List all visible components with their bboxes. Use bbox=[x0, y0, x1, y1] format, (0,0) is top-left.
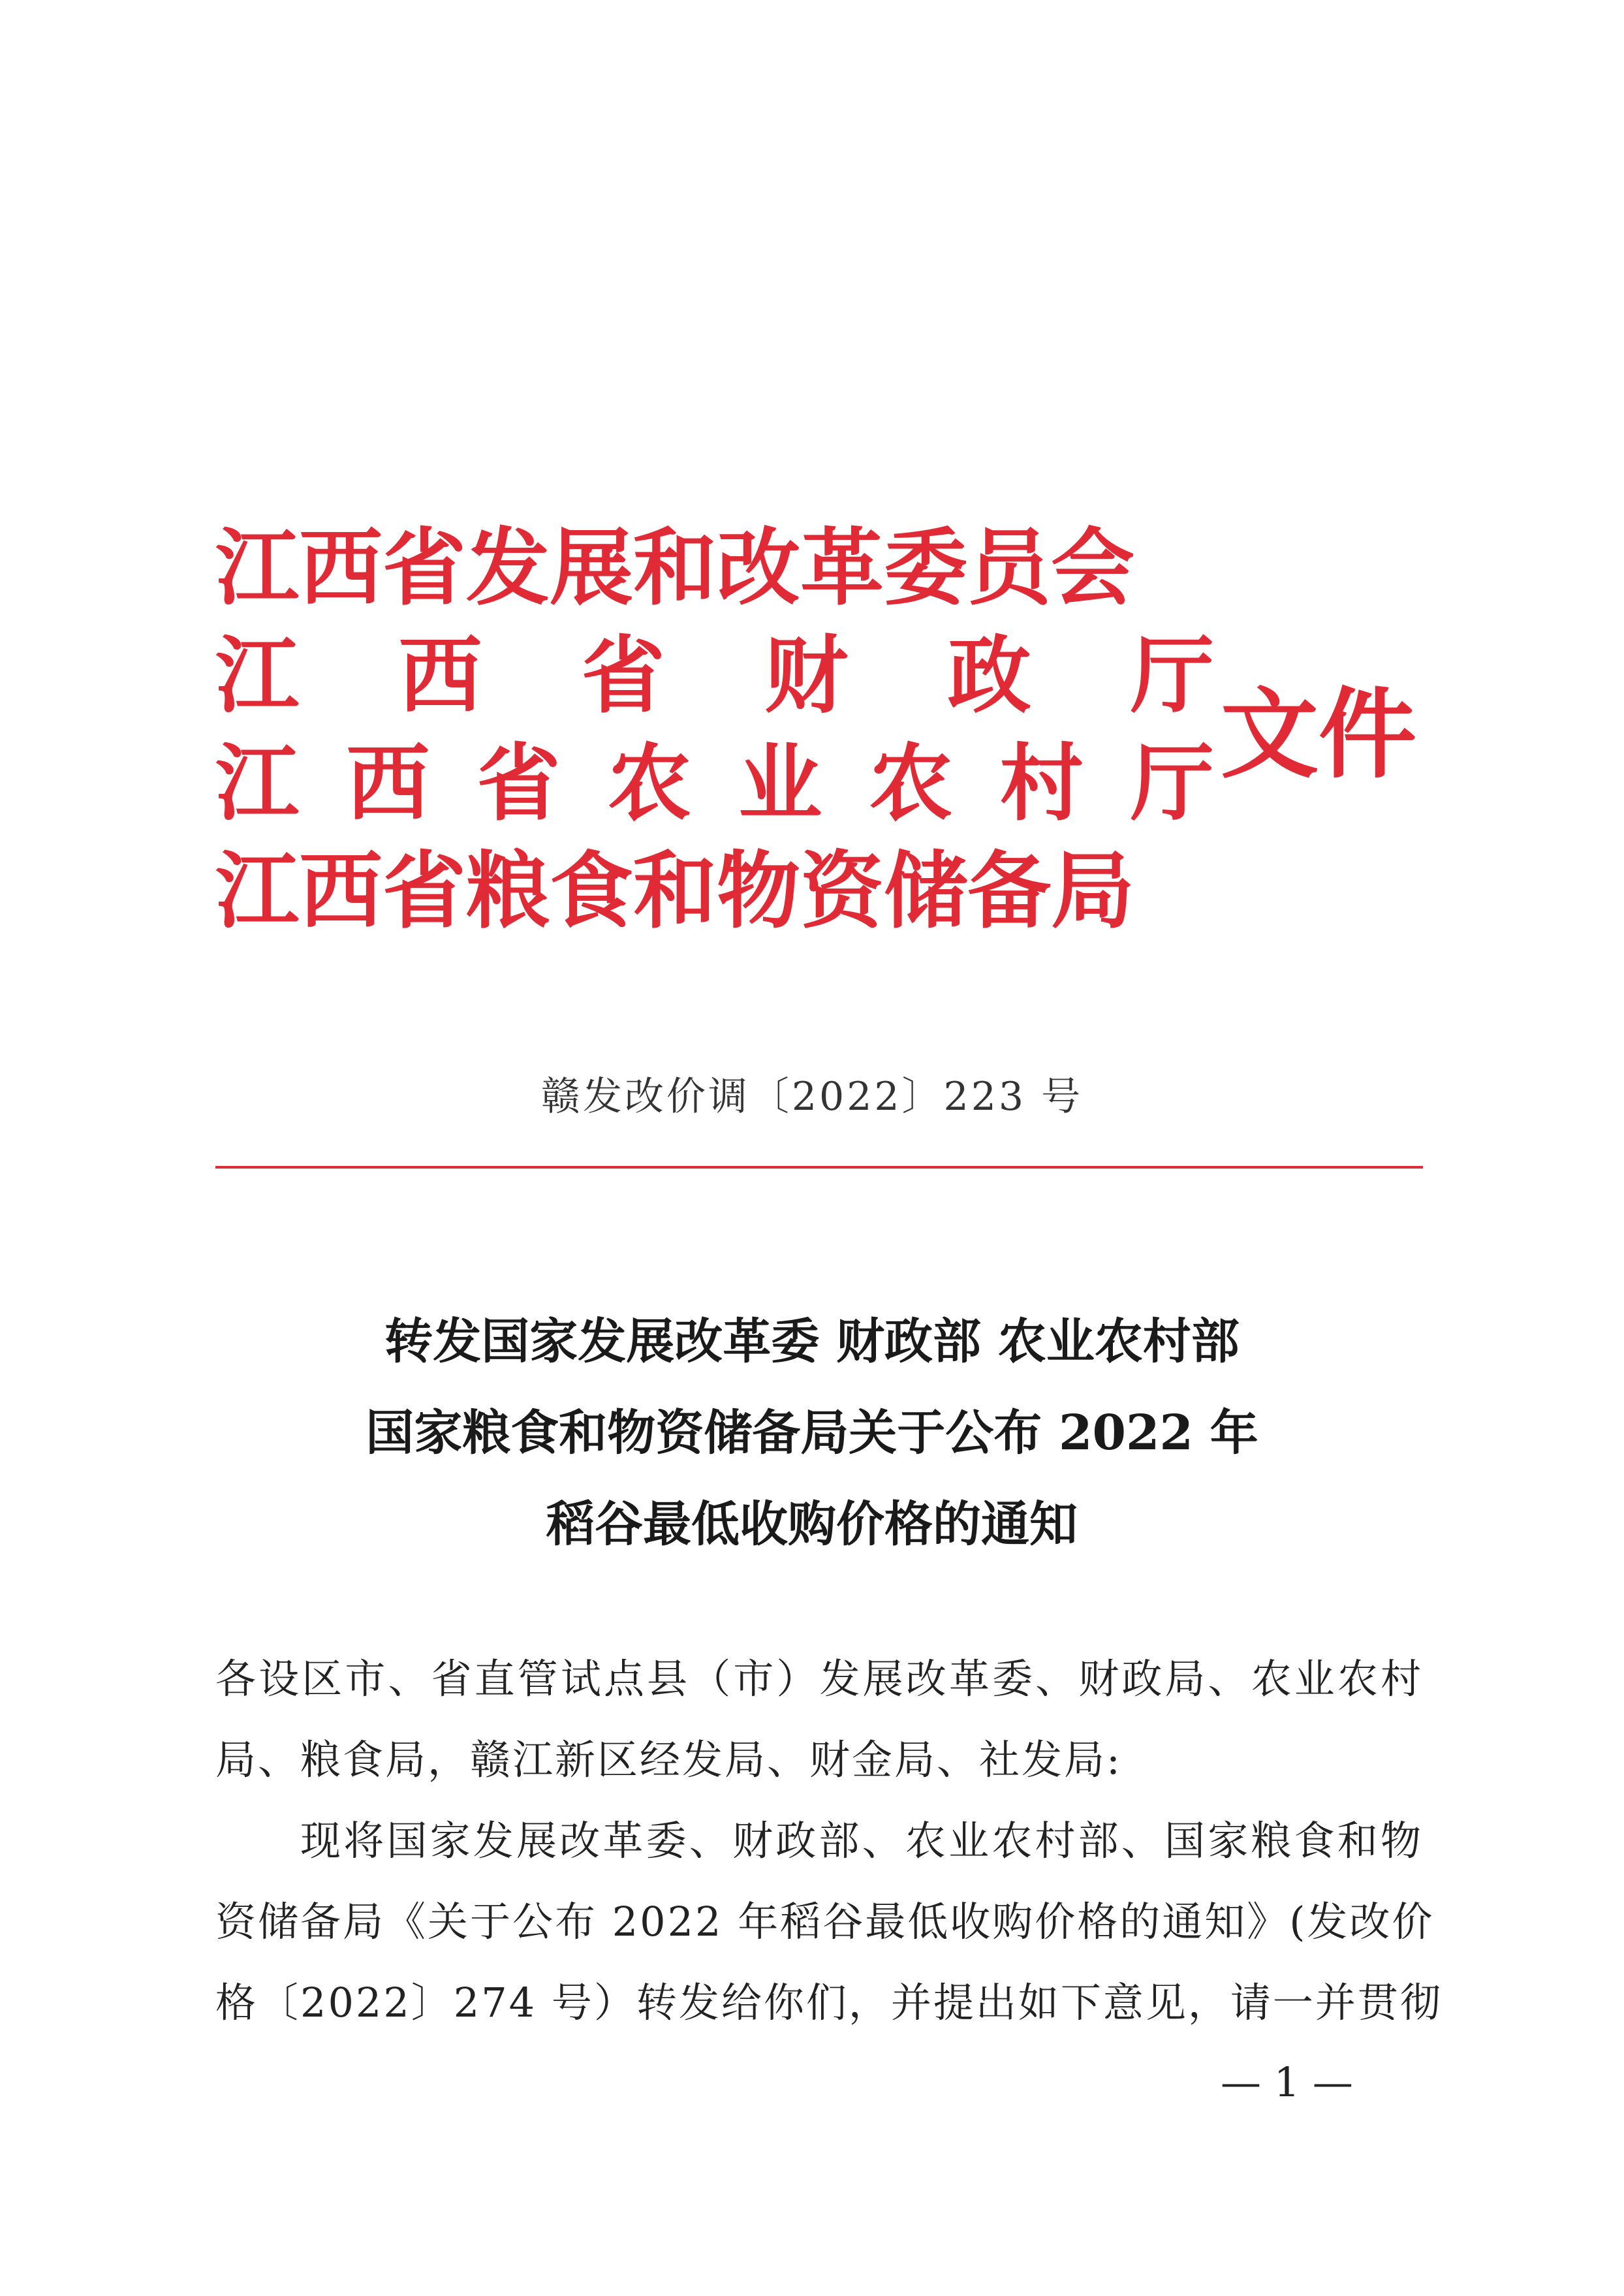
issuing-organizations bbox=[215, 519, 1234, 943]
org-agriculture-department: 江 西 省 农 业 农 村 厅 bbox=[215, 734, 1214, 832]
org-development-reform-commission: 江西省发展和改革委员会 bbox=[215, 519, 1135, 617]
document-title bbox=[0, 1296, 1624, 1570]
body-line: 各设区市、省直管试点县（市）发展改革委、财政局、农业农村 bbox=[215, 1655, 1423, 1703]
document-number: 赣发改价调〔2022〕223 号 bbox=[540, 1074, 1084, 1120]
title-line: 国家粮食和物资储备局关于公布 2022 年 bbox=[366, 1405, 1258, 1461]
body-line: 资储备局《关于公布 2022 年稻谷最低收购价格的通知》(发改价 bbox=[215, 1898, 1435, 1945]
document-body bbox=[215, 1639, 1443, 2043]
org-finance-department: 江 西 省 财 政 厅 bbox=[215, 627, 1214, 725]
title-line: 转发国家发展改革委 财政部 农业农村部 bbox=[384, 1313, 1240, 1370]
page-number: — 1 — bbox=[1221, 2058, 1353, 2106]
document-suffix: 文件 bbox=[1221, 677, 1417, 792]
body-line: 格〔2022〕274 号）转发给你们，并提出如下意见，请一并贯彻 bbox=[215, 1979, 1443, 2026]
red-divider-line bbox=[215, 1166, 1423, 1169]
body-line: 局、粮食局，赣江新区经发局、财金局、社发局: bbox=[215, 1736, 1122, 1784]
org-grain-reserves-bureau: 江西省粮食和物资储备局 bbox=[215, 842, 1135, 940]
title-line: 稻谷最低收购价格的通知 bbox=[546, 1496, 1078, 1552]
body-line: 现将国家发展改革委、财政部、农业农村部、国家粮食和物 bbox=[300, 1817, 1423, 1864]
